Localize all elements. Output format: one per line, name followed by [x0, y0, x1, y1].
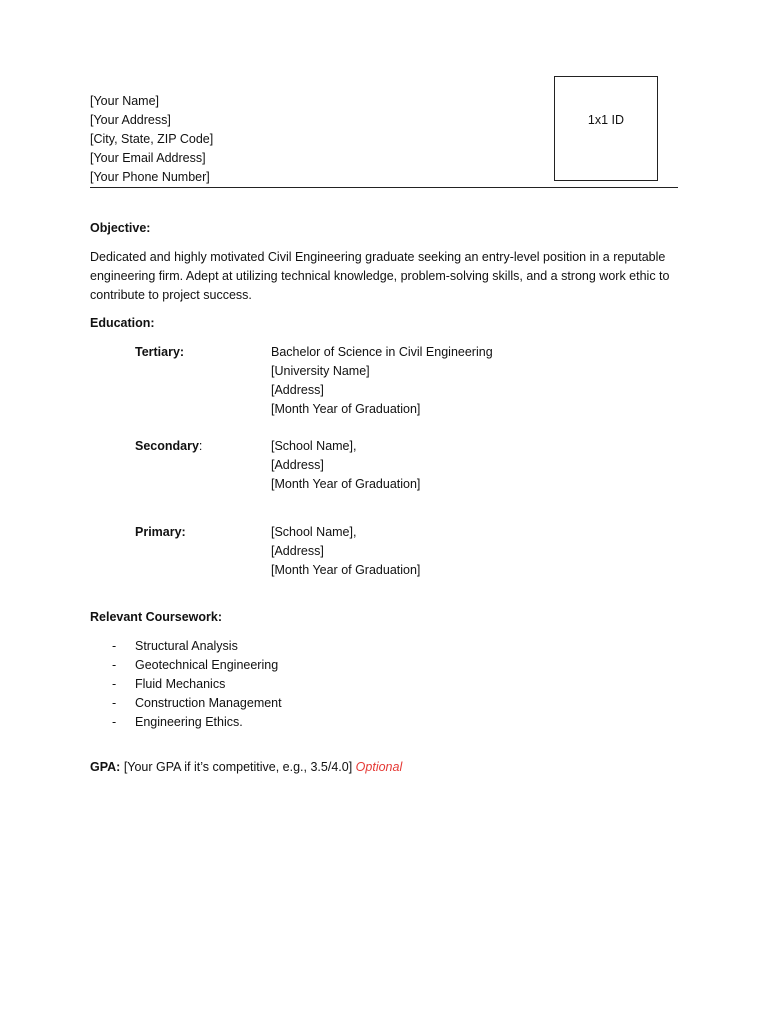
list-item	[112, 637, 282, 656]
contact-city: [City, State, ZIP Code]	[90, 132, 214, 146]
edu-primary-label: Primary:	[135, 525, 186, 539]
edu-primary-graduation: [Month Year of Graduation]	[271, 563, 421, 577]
edu-secondary-label: Secondary	[135, 439, 199, 453]
objective-heading: Objective:	[90, 221, 151, 235]
edu-tertiary-degree: Bachelor of Science in Civil Engineering	[271, 345, 493, 359]
contact-email: [Your Email Address]	[90, 151, 206, 165]
bullet-dash: -	[112, 639, 117, 653]
course-name: Structural Analysis	[135, 639, 238, 653]
gpa-optional-note: Optional	[355, 760, 403, 774]
edu-tertiary-label: Tertiary:	[135, 345, 185, 359]
edu-primary-school: [School Name],	[271, 525, 357, 539]
gpa-text: [Your GPA if it’s competitive, e.g., 3.5/4.0]	[123, 760, 353, 774]
edu-primary-address: [Address]	[271, 544, 324, 558]
course-name: Fluid Mechanics	[135, 677, 226, 691]
list-item	[112, 675, 282, 694]
course-name: Engineering Ethics.	[135, 715, 243, 729]
objective-text: Dedicated and highly motivated Civil Engineering graduate seeking an entry-level position in a reputable engineering firm. Adept at utilizing technical knowledge, problem-solving skills, and a strong work ethic to contribute to project success.	[90, 250, 670, 302]
bullet-dash: -	[112, 677, 117, 691]
id-photo-label: 1x1 ID	[587, 113, 625, 127]
edu-tertiary-address: [Address]	[271, 383, 324, 397]
edu-primary-details	[271, 523, 420, 580]
list-item	[112, 694, 282, 713]
bullet-dash: -	[112, 696, 117, 710]
id-photo-placeholder	[554, 76, 658, 181]
edu-tertiary-details	[271, 343, 493, 419]
edu-secondary-label-wrap	[135, 439, 202, 453]
edu-tertiary-graduation: [Month Year of Graduation]	[271, 402, 421, 416]
contact-name: [Your Name]	[90, 94, 160, 108]
education-heading: Education:	[90, 316, 155, 330]
contact-address: [Your Address]	[90, 113, 171, 127]
edu-secondary-graduation: [Month Year of Graduation]	[271, 477, 421, 491]
edu-secondary-school: [School Name],	[271, 439, 357, 453]
course-name: Geotechnical Engineering	[135, 658, 279, 672]
contact-phone: [Your Phone Number]	[90, 170, 210, 184]
bullet-dash: -	[112, 658, 117, 672]
edu-secondary-colon: :	[198, 439, 203, 453]
coursework-list	[112, 637, 282, 732]
coursework-heading: Relevant Coursework:	[90, 610, 222, 624]
course-name: Construction Management	[135, 696, 282, 710]
bullet-dash: -	[112, 715, 117, 729]
gpa-label: GPA:	[90, 760, 121, 774]
edu-secondary-details	[271, 437, 420, 494]
list-item	[112, 656, 282, 675]
header-divider	[90, 187, 678, 188]
list-item	[112, 713, 282, 732]
edu-secondary-address: [Address]	[271, 458, 324, 472]
edu-tertiary-university: [University Name]	[271, 364, 370, 378]
gpa-line	[90, 760, 402, 774]
